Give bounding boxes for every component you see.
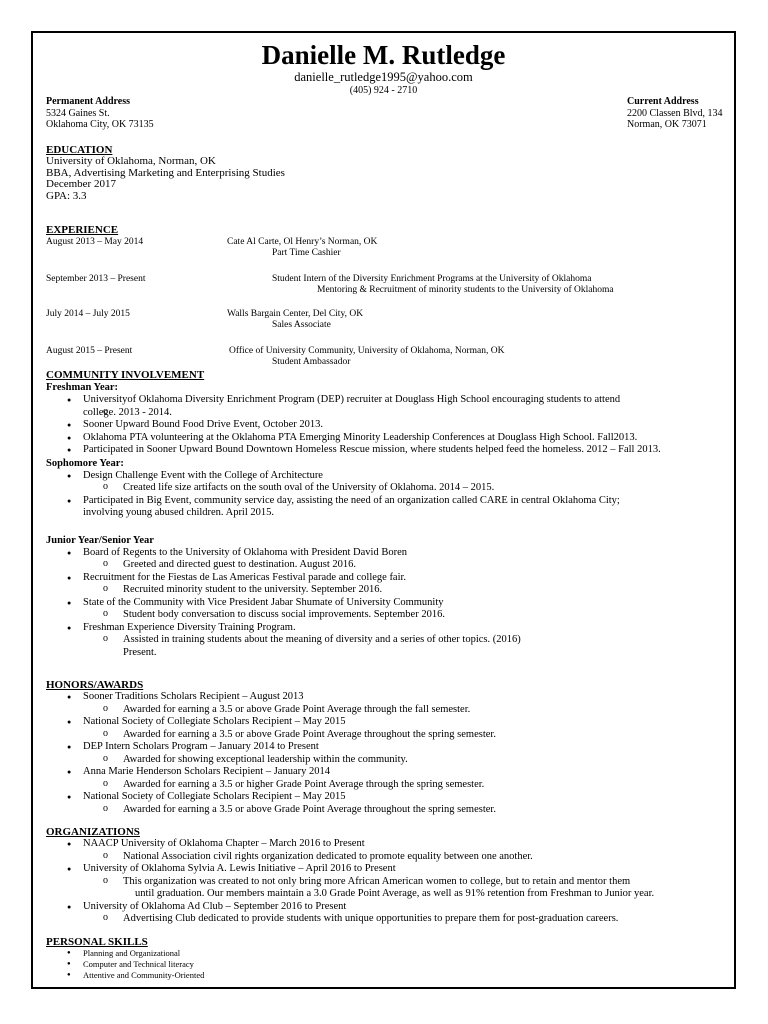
current-address-line1: 2200 Classen Blvd, 134 bbox=[627, 107, 723, 119]
list-item: ● State of the Community with Vice President Jabar Shumate of University Community bbox=[33, 597, 733, 610]
community-section bbox=[33, 369, 733, 659]
experience-role: Student Ambassador bbox=[272, 357, 351, 367]
list-item: ● Anna Marie Henderson Scholars Recipient – January 2014 bbox=[33, 766, 733, 779]
sub-list-item: o Greeted and directed guest to destination. August 2016. bbox=[33, 559, 733, 572]
junior-senior-label: Junior Year/Senior Year bbox=[46, 534, 154, 546]
education-line: GPA: 3.3 bbox=[46, 189, 87, 202]
freshman-label: Freshman Year: bbox=[46, 382, 119, 393]
skill-item: ● Planning and Organizational bbox=[33, 948, 733, 959]
list-item: ● Board of Regents to the University of Oklahoma with President David Boren bbox=[33, 547, 733, 560]
list-item-continuation: involving young abused children. April 2015. bbox=[83, 507, 275, 518]
list-item-continuation bbox=[33, 407, 733, 420]
experience-org: Walls Bargain Center, Del City, OK bbox=[227, 309, 364, 319]
permanent-address-line1: 5324 Gaines St. bbox=[46, 107, 110, 119]
permanent-address bbox=[46, 96, 154, 131]
sub-list-item: o Awarded for earning a 3.5 or higher Grade Point Average through the spring semester. bbox=[33, 779, 733, 792]
sub-list-item: o Awarded for showing exceptional leadership within the community. bbox=[33, 754, 733, 767]
experience-role: Part Time Cashier bbox=[272, 248, 341, 258]
list-item: ● Participated in Sooner Upward Bound Downtown Homeless Rescue mission, where students helped feed the homeless. 2012 – Fall 2013. bbox=[33, 444, 733, 457]
list-item: ● University of Oklahoma Ad Club – September 2016 to Present bbox=[33, 901, 733, 914]
organizations-section bbox=[33, 826, 733, 926]
experience-org: Office of University Community, University of Oklahoma, Norman, OK bbox=[229, 346, 505, 356]
sub-list-item: o Assisted in training students about the meaning of diversity and a series of other topics. (2016) bbox=[33, 634, 733, 647]
experience-title: EXPERIENCE bbox=[46, 224, 119, 236]
current-address bbox=[627, 96, 723, 131]
sub-list-item: o Awarded for earning a 3.5 or above Grade Point Average through the fall semester. bbox=[33, 704, 733, 717]
candidate-name: Danielle M. Rutledge bbox=[261, 40, 506, 70]
list-item: ● DEP Intern Scholars Program – January 2014 to Present bbox=[33, 741, 733, 754]
sophomore-label: Sophomore Year: bbox=[46, 457, 124, 469]
experience-date: July 2014 – July 2015 bbox=[46, 309, 130, 319]
current-address-line2: Norman, OK 73071 bbox=[627, 119, 707, 130]
skill-item: ● Attentive and Community-Oriented bbox=[33, 970, 733, 981]
skills-title: PERSONAL SKILLS bbox=[46, 936, 148, 948]
skill-item: ● Computer and Technical literacy bbox=[33, 959, 733, 970]
education-line: BBA, Advertising Marketing and Enterprising Studies bbox=[46, 166, 285, 179]
list-item-text: college. 2013 - 2014. bbox=[83, 406, 172, 418]
spacer bbox=[33, 520, 733, 534]
experience-date: August 2013 – May 2014 bbox=[46, 237, 144, 247]
experience-org: Cate Al Carte, Ol Henry’s Norman, OK bbox=[227, 237, 378, 247]
experience-org: Student Intern of the Diversity Enrichment Programs at the University of Oklahoma bbox=[272, 274, 592, 284]
list-item: ● National Society of Collegiate Scholars Recipient – May 2015 bbox=[33, 791, 733, 804]
sub-list-item: o This organization was created to not only bring more African American women to college, but to retain and mentor them bbox=[33, 876, 733, 889]
list-item: ● NAACP University of Oklahoma Chapter – March 2016 to Present bbox=[33, 838, 733, 851]
experience-date: September 2013 – Present bbox=[46, 274, 146, 284]
permanent-address-line2: Oklahoma City, OK 73135 bbox=[46, 119, 154, 130]
education-title: EDUCATION bbox=[46, 144, 113, 156]
list-item: ● Freshman Experience Diversity Training Program. bbox=[33, 622, 733, 635]
resume-page bbox=[31, 31, 736, 989]
education-section bbox=[46, 144, 285, 202]
sub-list-item: o Student body conversation to discuss social improvements. September 2016. bbox=[33, 609, 733, 622]
list-item: ● Sooner Traditions Scholars Recipient – August 2013 bbox=[33, 691, 733, 704]
list-item: ● Design Challenge Event with the College of Architecture bbox=[33, 470, 733, 483]
honors-title: HONORS/AWARDS bbox=[46, 679, 144, 691]
phone: (405) 924 - 2710 bbox=[349, 85, 418, 96]
education-line: December 2017 bbox=[46, 178, 116, 190]
sub-list-item-continuation: Present. bbox=[123, 646, 157, 658]
sub-list-item: o Recruited minority student to the university. September 2016. bbox=[33, 584, 733, 597]
list-item: ● Sooner Upward Bound Food Drive Event, October 2013. bbox=[33, 419, 733, 432]
experience-date: August 2015 – Present bbox=[46, 346, 133, 356]
sub-list-item: o Awarded for earning a 3.5 or above Grade Point Average throughout the spring semester. bbox=[33, 729, 733, 742]
sub-list-item: o Awarded for earning a 3.5 or above Grade Point Average throughout the spring semester. bbox=[33, 804, 733, 817]
list-item: ● University of Oklahoma Sylvia A. Lewis Initiative – April 2016 to Present bbox=[33, 863, 733, 876]
education-line: University of Oklahoma, Norman, OK bbox=[46, 155, 216, 167]
organizations-title: ORGANIZATIONS bbox=[46, 826, 140, 838]
experience-role: Sales Associate bbox=[272, 320, 331, 330]
list-item: ● Universityof Oklahoma Diversity Enrichment Program (DEP) recruiter at Douglass High School encouraging students to attend bbox=[33, 394, 733, 407]
skills-section bbox=[33, 936, 733, 981]
sub-list-item: o Created life size artifacts on the south oval of the University of Oklahoma. 2014 – 2015. bbox=[33, 482, 733, 495]
list-item: ● Participated in Big Event, community service day, assisting the need of an organization called CARE in central Oklahoma City; bbox=[33, 495, 733, 508]
honors-section bbox=[33, 679, 733, 816]
email: danielle_rutledge1995@yahoo.com bbox=[294, 70, 473, 84]
sub-list-item: o Advertising Club dedicated to provide students with unique opportunities to prepare them for post-graduation careers. bbox=[33, 913, 733, 926]
permanent-address-label: Permanent Address bbox=[46, 96, 130, 107]
experience-role: Mentoring & Recruitment of minority students to the University of Oklahoma bbox=[317, 285, 614, 295]
list-item: ● Oklahoma PTA volunteering at the Oklahoma PTA Emerging Minority Leadership Conferences at Douglass High School. Fall2013. bbox=[33, 432, 733, 445]
list-item: ● National Society of Collegiate Scholars Recipient – May 2015 bbox=[33, 716, 733, 729]
sub-list-item-continuation: until graduation. Our members maintain a 3.0 Grade Point Average, as well as 91% retention from Freshman to Junior year. bbox=[135, 888, 655, 899]
current-address-label: Current Address bbox=[627, 96, 699, 107]
sub-list-item: o National Association civil rights organization dedicated to promote equality between one another. bbox=[33, 851, 733, 864]
list-item: ● Recruitment for the Fiestas de Las Americas Festival parade and college fair. bbox=[33, 572, 733, 585]
community-title: COMMUNITY INVOLVEMENT bbox=[46, 369, 205, 381]
experience-title-wrap bbox=[46, 224, 118, 236]
